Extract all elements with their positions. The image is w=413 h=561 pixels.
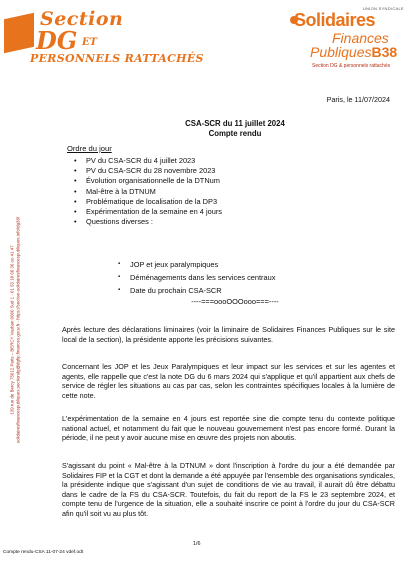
paragraph-mal-etre: S'agissant du point « Mal-être à la DTNUM » dont l'inscription à l'ordre du jour a été demandée par Solidaires FIP et la CGT et dont la demande a été appuyée par l'ensemble des organisations syndicales, la présidente indique que s'agissant d'un sujet de conditions de vie au travail, il aurait dû être débattu dans le cadre de la FS du CSA-SCR. Toutefois, du fait du report de la FS le 23 septembre 2024, et compte tenu de l'urgence de la situation, elle a souhaité inscrire ce point à l'ordre du jour du CSA-SCR afin qu'il soit vu au plus tôt. <box>62 461 395 518</box>
list-item: • Mal-être à la DTNUM <box>74 187 222 197</box>
logo-finances-text: Finances <box>332 30 389 46</box>
section-dg-logo <box>4 6 204 66</box>
document-title: CSA-SCR du 11 juillet 2024 <box>185 119 285 128</box>
document-subtitle: Compte rendu <box>208 129 262 138</box>
agenda-heading: Ordre du jour <box>67 144 112 153</box>
questions-diverses-list <box>118 258 275 297</box>
logo-orange-bar <box>4 13 34 53</box>
logo-b38-text: B38 <box>371 44 398 60</box>
logo-subline-text: Section DG & personnels rattachés <box>312 63 391 69</box>
paragraph-semaine-4-jours: L'expérimentation de la semaine en 4 jours est reportée sine die compte tenu du contexte politique national actuel, et notamment du fait que le nouveau gouvernement n'est pas encore formé. Durant la période, il ne peut y avoir aucune mise en œuvre des projets non aboutis. <box>62 414 395 443</box>
paragraph-jop: Concernant les JOP et les Jeux Paralympiques et leur impact sur les services et sur les agentes et agents, elle rappelle que c'est la note DG du 6 mars 2024 qui s'applique et qu'il appartient aux chefs de service de régler les situations au cas par cas, selon les contraintes spécifiques locales à la lumière de cette note. <box>62 362 395 400</box>
sidebar-contact <box>3 150 31 510</box>
logo-union-text: UNION SYNDICALE <box>362 6 404 11</box>
list-item: • PV du CSA-SCR du 4 juillet 2023 <box>74 156 222 166</box>
paragraph-intro: Après lecture des déclarations liminaires (voir la liminaire de Solidaires Finances Publiques sur le site local de la section), la présidente apporte les précisions suivantes. <box>62 325 395 344</box>
logo-et-text: ET <box>82 37 98 48</box>
list-item: • PV du CSA-SCR du 28 novembre 2023 <box>74 166 222 176</box>
document-date: Paris, le 11/07/2024 <box>326 95 390 104</box>
list-item: ▪ JOP et jeux paralympiques <box>118 258 275 271</box>
section-separator: ----===oooOOOooo===---- <box>191 297 279 306</box>
agenda-list <box>74 156 222 227</box>
sidebar-email-url: solidairesfinancespubliques.sectiondg@dgfip.finances.gouv.fr - https://section-solidairesfinancespubliques.info/dg38/ <box>15 216 21 444</box>
list-item: ▪ Déménagements dans les services centraux <box>118 271 275 284</box>
logo-dg-text: DG <box>36 26 78 55</box>
list-item: • Problématique de localisation de la DP3 <box>74 197 222 207</box>
logo-publiques-text <box>310 44 397 60</box>
logo-personnels-text: PERSONNELS RATTACHÉS <box>30 52 204 65</box>
list-item: ▪ Date du prochain CSA-SCR <box>118 284 275 297</box>
list-item: • Évolution organisationnelle de la DTNum <box>74 176 222 186</box>
logo-section-text: Section <box>40 8 124 30</box>
list-item: • Questions diverses : <box>74 217 222 227</box>
list-item: • Expérimentation de la semaine en 4 jours <box>74 207 222 217</box>
logo-solidaires-text: Solidaires <box>294 10 376 30</box>
sidebar-address: 139 rue de Bercy 75012 Paris – BERCY Vauban 0660 Sud 1 - 01 53 18 66 36 ou 41 47 <box>9 245 15 415</box>
logo-publiques-word: Publiques <box>310 44 372 60</box>
solidaires-finances-publiques-logo <box>278 6 410 80</box>
page-number: 1/6 <box>193 541 201 547</box>
footer-filename: Compte rendu-CSA 11-07-24 vdef.odt <box>3 550 84 555</box>
